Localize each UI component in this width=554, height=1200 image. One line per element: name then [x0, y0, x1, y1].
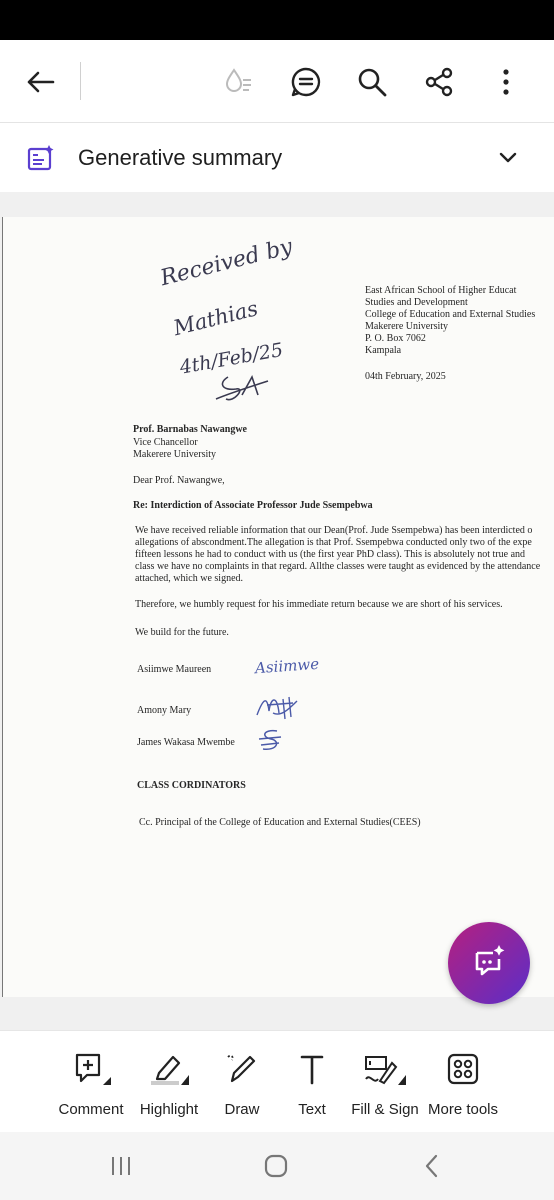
- signature-asiimwe: Asiimwe: [254, 654, 320, 678]
- cc-line: Cc. Principal of the College of Education and External Studies(CEES): [139, 817, 421, 828]
- body-line: allegations of abscondment.The allegation is that Prof. Ssempebwa conducted only two of the expe: [135, 537, 532, 548]
- salutation: Dear Prof. Nawangwe,: [133, 475, 225, 486]
- letter-subject: Re: Interdiction of Associate Professor Jude Ssempebwa: [133, 500, 373, 511]
- back-arrow-icon[interactable]: [20, 62, 60, 102]
- text-icon: [286, 1051, 338, 1087]
- ai-assistant-chat-icon: [471, 943, 507, 984]
- body-line: class we have no complaints in that regard. Allthe classes were taught as evidenced by the attendance: [135, 561, 541, 572]
- body-line: fifteen lessons he had to conduct with us (the first year PhD class). This is absolutely not true and: [135, 549, 526, 560]
- signatory-name: Amony Mary: [137, 705, 192, 716]
- sender-address-line: P. O. Box 7062: [365, 333, 426, 344]
- sender-address-line: Makerere University: [365, 321, 449, 332]
- system-navigation-bar: [0, 1132, 554, 1200]
- status-bar: [0, 0, 554, 40]
- bottom-tools-bar: [0, 1030, 554, 1132]
- sender-address-line: Studies and Development: [365, 297, 468, 308]
- generative-summary-bar[interactable]: [0, 122, 554, 192]
- handwritten-received-note: Received by: [158, 234, 296, 292]
- sender-address-line: College of Education and External Studies: [365, 309, 536, 320]
- accessibility-reader-icon[interactable]: [218, 62, 258, 102]
- more-options-icon[interactable]: [486, 62, 526, 102]
- body-line: attached, which we signed.: [135, 573, 244, 584]
- grid-tools-icon: [426, 1051, 500, 1087]
- more-tools-label: More tools: [427, 1101, 499, 1118]
- signatory-name: Asiimwe Maureen: [137, 664, 212, 675]
- recent-apps-icon[interactable]: [101, 1152, 141, 1180]
- signature-amony: [253, 691, 299, 723]
- fill-sign-tool[interactable]: [350, 1051, 420, 1118]
- document-viewer[interactable]: [0, 192, 554, 1030]
- request-line: Therefore, we humbly request for his immediate return because we are short of his services.: [135, 599, 503, 610]
- letter-date: 04th February, 2025: [365, 371, 446, 382]
- fill-sign-icon: [350, 1051, 420, 1087]
- pen-draw-icon: [214, 1051, 270, 1087]
- handwritten-name: Mathias: [171, 296, 261, 341]
- top-toolbar: [0, 40, 554, 122]
- back-icon[interactable]: [412, 1152, 452, 1180]
- recipient-line: Makerere University: [133, 449, 217, 460]
- sender-address-line: East African School of Higher Educat: [365, 285, 517, 296]
- closing-title: CLASS CORDINATORS: [137, 780, 246, 791]
- highlight-tool[interactable]: [134, 1051, 204, 1118]
- body-line: We have received reliable information that our Dean(Prof. Jude Ssempebwa) has been interdicted o: [135, 525, 533, 536]
- search-icon[interactable]: [352, 62, 392, 102]
- fill-sign-label: Fill & Sign: [351, 1101, 419, 1118]
- recipient-name: Prof. Barnabas Nawangwe: [133, 424, 247, 435]
- draw-tool[interactable]: [214, 1051, 270, 1118]
- summary-title: Generative summary: [78, 145, 283, 170]
- draw-label: Draw: [224, 1101, 260, 1118]
- highlighter-icon: [134, 1051, 204, 1087]
- home-icon[interactable]: [256, 1152, 296, 1180]
- document-page: [2, 217, 554, 997]
- more-tools-tool[interactable]: [426, 1051, 500, 1118]
- recipient-line: Vice Chancellor: [133, 437, 198, 448]
- motto-line: We build for the future.: [135, 627, 229, 638]
- ai-summary-icon: [26, 143, 56, 178]
- highlight-label: Highlight: [139, 1101, 199, 1118]
- comments-icon[interactable]: [286, 62, 326, 102]
- toolbar-divider: [80, 62, 81, 100]
- sender-address-line: Kampala: [365, 345, 402, 356]
- comment-label: Comment: [58, 1101, 124, 1118]
- text-tool[interactable]: [286, 1051, 338, 1118]
- ai-assistant-button[interactable]: [448, 922, 530, 1004]
- share-icon[interactable]: [419, 62, 459, 102]
- signature-james: [255, 727, 285, 753]
- text-label: Text: [298, 1101, 326, 1118]
- handwritten-initials: [208, 369, 278, 409]
- handwritten-date: 4th/Feb/25: [178, 338, 285, 379]
- add-comment-icon: [52, 1051, 130, 1087]
- signatory-name: James Wakasa Mwembe: [137, 737, 235, 748]
- chevron-down-icon[interactable]: [496, 145, 520, 174]
- comment-tool[interactable]: [52, 1051, 130, 1118]
